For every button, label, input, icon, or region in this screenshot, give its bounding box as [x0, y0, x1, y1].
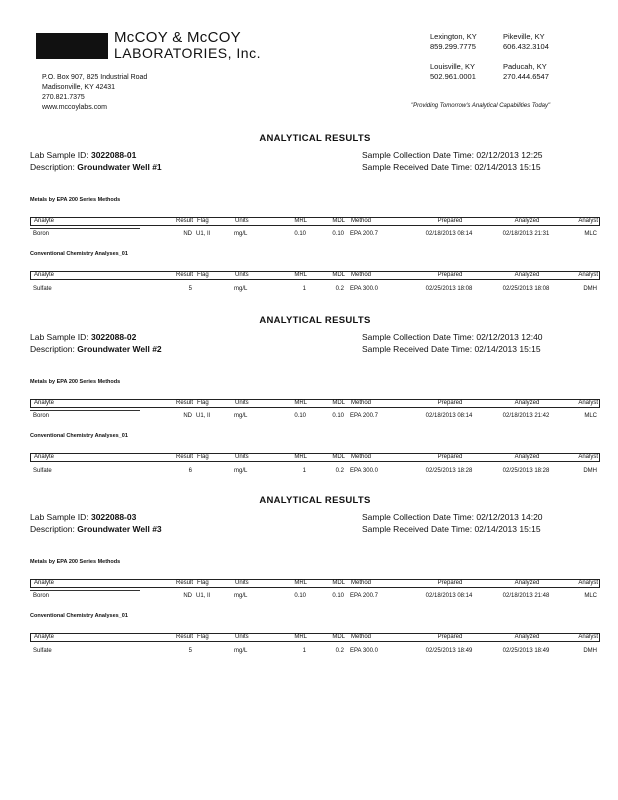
result: ND [183, 231, 192, 237]
col-result: Result [175, 218, 193, 224]
received-date-value: 02/14/2013 15:15 [474, 524, 541, 534]
conv-group-title: Conventional Chemistry Analyses_01 [30, 251, 128, 257]
sample-id-block [30, 149, 162, 173]
conv-group-title: Conventional Chemistry Analyses_01 [30, 433, 128, 439]
mdl: 0.2 [335, 648, 344, 654]
col-method: Method [351, 580, 372, 586]
prepared: 02/25/2013 18:49 [425, 648, 473, 654]
received-date-label: Sample Received Date Time: [362, 344, 473, 354]
col-units: Units [235, 400, 249, 406]
sample-dates-block [362, 511, 543, 535]
office-pikeville [503, 32, 549, 52]
col-result: Result [175, 400, 193, 406]
col-mdl: MDL [332, 272, 345, 278]
metals-table-header [30, 217, 600, 226]
lab-sample-id-label: Lab Sample ID: [30, 150, 89, 160]
col-prepared: Prepared [437, 218, 463, 224]
received-date-label: Sample Received Date Time: [362, 524, 473, 534]
prepared: 02/18/2013 08:14 [425, 413, 473, 419]
conv-table-header [30, 633, 600, 642]
mrl: 1 [302, 648, 306, 654]
mrl: 0.10 [294, 413, 306, 419]
units: mg/L [234, 593, 248, 599]
sample-section-1 [30, 133, 600, 303]
flag: U1, Il [196, 413, 211, 419]
method: EPA 200.7 [350, 231, 378, 237]
result: 5 [188, 648, 192, 654]
office-phone: 606.432.3104 [503, 42, 549, 51]
collection-date-value: 02/12/2013 12:40 [476, 332, 543, 342]
method: EPA 200.7 [350, 413, 378, 419]
analyzed: 02/18/2013 21:42 [502, 413, 550, 419]
col-method: Method [351, 218, 372, 224]
col-units: Units [235, 634, 249, 640]
method: EPA 300.0 [350, 468, 378, 474]
col-analyzed: Analyzed [514, 218, 540, 224]
analyte: Sulfate [33, 648, 52, 654]
company-address [42, 73, 147, 113]
col-flag: Flag [197, 454, 209, 460]
metals-table-header [30, 579, 600, 588]
col-analyst: Analyst [578, 400, 598, 406]
col-analyst: Analyst [578, 272, 598, 278]
company-logo-mark [36, 33, 108, 59]
analyzed: 02/25/2013 18:08 [502, 286, 550, 292]
col-flag: Flag [197, 272, 209, 278]
collection-date-value: 02/12/2013 14:20 [476, 512, 543, 522]
description-label: Description: [30, 524, 75, 534]
analyst: MLC [584, 231, 597, 237]
company-name-line1: McCOY & McCOY [114, 29, 241, 46]
section-title: ANALYTICAL RESULTS [259, 315, 371, 326]
units: mg/L [234, 231, 248, 237]
description-value: Groundwater Well #2 [77, 344, 162, 354]
col-analyzed: Analyzed [514, 272, 540, 278]
col-flag: Flag [197, 580, 209, 586]
col-analyst: Analyst [578, 634, 598, 640]
table-row [30, 285, 600, 294]
prepared: 02/25/2013 18:28 [425, 468, 473, 474]
analyte: Sulfate [33, 286, 52, 292]
col-mrl: MRL [294, 580, 307, 586]
col-flag: Flag [197, 634, 209, 640]
col-analyte: Analyte [34, 454, 55, 460]
col-method: Method [351, 272, 372, 278]
col-flag: Flag [197, 218, 209, 224]
col-analyzed: Analyzed [514, 580, 540, 586]
analyst: DMH [583, 286, 597, 292]
method: EPA 300.0 [350, 648, 378, 654]
prepared: 02/18/2013 08:14 [425, 593, 473, 599]
lab-sample-id-label: Lab Sample ID: [30, 332, 89, 342]
result: ND [183, 413, 192, 419]
analyst: MLC [584, 593, 597, 599]
method: EPA 300.0 [350, 286, 378, 292]
conv-table-header [30, 271, 600, 280]
conv-group-title: Conventional Chemistry Analyses_01 [30, 613, 128, 619]
col-mrl: MRL [294, 454, 307, 460]
prepared: 02/25/2013 18:08 [425, 286, 473, 292]
col-result: Result [175, 634, 193, 640]
section-title: ANALYTICAL RESULTS [259, 495, 371, 506]
col-analyst: Analyst [578, 218, 598, 224]
units: mg/L [234, 648, 248, 654]
office-lexington [430, 32, 477, 52]
flag: U1, Il [196, 231, 211, 237]
sample-dates-block [362, 331, 543, 355]
collection-date-value: 02/12/2013 12:25 [476, 150, 543, 160]
received-date-label: Sample Received Date Time: [362, 162, 473, 172]
result: ND [183, 593, 192, 599]
sample-id-block [30, 331, 162, 355]
company-name-line2: LABORATORIES, Inc. [114, 45, 261, 61]
col-analyte: Analyte [34, 634, 55, 640]
lab-sample-id-value: 3022088-02 [90, 332, 137, 342]
conv-table-header [30, 453, 600, 462]
mrl: 1 [302, 286, 306, 292]
analyte: Boron [33, 231, 50, 237]
units: mg/L [234, 413, 248, 419]
col-mrl: MRL [294, 272, 307, 278]
analyst: DMH [583, 468, 597, 474]
units: mg/L [234, 468, 248, 474]
col-method: Method [351, 454, 372, 460]
metals-group-title: Metals by EPA 200 Series Methods [30, 559, 121, 565]
col-prepared: Prepared [437, 400, 463, 406]
table-row [30, 230, 600, 239]
col-result: Result [175, 580, 193, 586]
office-phone: 859.299.7775 [430, 42, 476, 51]
address-line2: Madisonville, KY 42431 [42, 84, 116, 91]
table-row [30, 592, 600, 601]
analyte: Boron [33, 593, 50, 599]
col-method: Method [351, 400, 372, 406]
address-line1: P.O. Box 907, 825 Industrial Road [42, 74, 148, 81]
col-mdl: MDL [332, 634, 345, 640]
col-units: Units [235, 580, 249, 586]
table-row [30, 467, 600, 476]
company-website[interactable]: www.mccoylabs.com [42, 104, 107, 111]
sample-id-block [30, 511, 162, 535]
company-phone: 270.821.7375 [42, 94, 85, 101]
lab-sample-id-label: Lab Sample ID: [30, 512, 89, 522]
office-paducah [503, 62, 549, 82]
col-result: Result [175, 454, 193, 460]
result: 6 [188, 468, 192, 474]
metals-group-title: Metals by EPA 200 Series Methods [30, 197, 121, 203]
mdl: 0.2 [335, 468, 344, 474]
lab-sample-id-value: 3022088-01 [90, 150, 137, 160]
company-tagline: "Providing Tomorrow's Analytical Capabilities Today" [411, 103, 551, 109]
description-label: Description: [30, 162, 75, 172]
col-mdl: MDL [332, 580, 345, 586]
description-value: Groundwater Well #3 [77, 524, 162, 534]
mrl: 1 [302, 468, 306, 474]
metals-group-title: Metals by EPA 200 Series Methods [30, 379, 121, 385]
mrl: 0.10 [294, 231, 306, 237]
office-city: Pikeville, KY [503, 32, 545, 41]
col-mrl: MRL [294, 400, 307, 406]
office-city: Paducah, KY [503, 62, 547, 71]
office-louisville [430, 62, 476, 82]
analyzed: 02/25/2013 18:49 [502, 648, 550, 654]
metals-underline [30, 410, 140, 411]
col-flag: Flag [197, 400, 209, 406]
office-phone: 502.961.0001 [430, 72, 476, 81]
office-phone: 270.444.6547 [503, 72, 549, 81]
mdl: 0.10 [332, 593, 344, 599]
section-title: ANALYTICAL RESULTS [259, 133, 371, 144]
col-units: Units [235, 272, 249, 278]
metals-table-header [30, 399, 600, 408]
col-analyte: Analyte [34, 400, 55, 406]
description-value: Groundwater Well #1 [77, 162, 162, 172]
col-analyte: Analyte [34, 272, 55, 278]
prepared: 02/18/2013 08:14 [425, 231, 473, 237]
sample-section-3 [30, 495, 600, 665]
flag: U1, Il [196, 593, 211, 599]
result: 5 [188, 286, 192, 292]
col-units: Units [235, 218, 249, 224]
units: mg/L [234, 286, 248, 292]
lab-sample-id-value: 3022088-03 [90, 512, 137, 522]
sample-section-2 [30, 315, 600, 485]
office-city: Lexington, KY [430, 32, 477, 41]
received-date-value: 02/14/2013 15:15 [474, 162, 541, 172]
mdl: 0.10 [332, 231, 344, 237]
office-city: Louisville, KY [430, 62, 476, 71]
analyte: Boron [33, 413, 50, 419]
received-date-value: 02/14/2013 15:15 [474, 344, 541, 354]
collection-date-label: Sample Collection Date Time: [362, 150, 474, 160]
col-analyst: Analyst [578, 454, 598, 460]
mdl: 0.10 [332, 413, 344, 419]
col-prepared: Prepared [437, 580, 463, 586]
col-analyst: Analyst [578, 580, 598, 586]
description-label: Description: [30, 344, 75, 354]
col-analyte: Analyte [34, 218, 55, 224]
col-mdl: MDL [332, 400, 345, 406]
col-analyzed: Analyzed [514, 400, 540, 406]
analyst: DMH [583, 648, 597, 654]
col-method: Method [351, 634, 372, 640]
table-row [30, 647, 600, 656]
collection-date-label: Sample Collection Date Time: [362, 332, 474, 342]
col-mdl: MDL [332, 454, 345, 460]
col-mrl: MRL [294, 218, 307, 224]
col-analyzed: Analyzed [514, 634, 540, 640]
mrl: 0.10 [294, 593, 306, 599]
analyzed: 02/25/2013 18:28 [502, 468, 550, 474]
analyzed: 02/18/2013 21:31 [502, 231, 550, 237]
analyzed: 02/18/2013 21:48 [502, 593, 550, 599]
method: EPA 200.7 [350, 593, 378, 599]
metals-underline [30, 228, 140, 229]
analyte: Sulfate [33, 468, 52, 474]
mdl: 0.2 [335, 286, 344, 292]
col-prepared: Prepared [437, 634, 463, 640]
col-units: Units [235, 454, 249, 460]
col-mrl: MRL [294, 634, 307, 640]
col-prepared: Prepared [437, 454, 463, 460]
sample-dates-block [362, 149, 543, 173]
table-row [30, 412, 600, 421]
col-mdl: MDL [332, 218, 345, 224]
col-analyzed: Analyzed [514, 454, 540, 460]
collection-date-label: Sample Collection Date Time: [362, 512, 474, 522]
col-result: Result [175, 272, 193, 278]
analyst: MLC [584, 413, 597, 419]
col-analyte: Analyte [34, 580, 55, 586]
company-logo [114, 30, 261, 61]
metals-underline [30, 590, 140, 591]
col-prepared: Prepared [437, 272, 463, 278]
